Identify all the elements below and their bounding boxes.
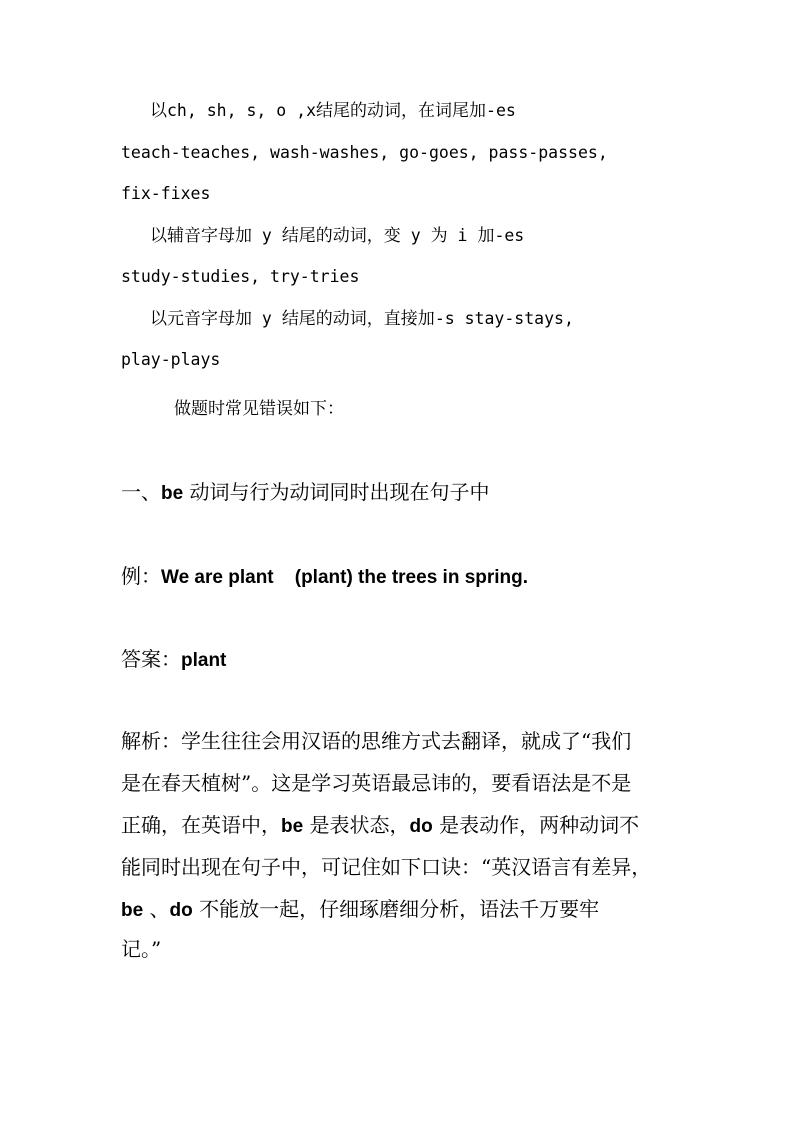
rule-2-i: i <box>447 226 478 245</box>
answer-value: plant <box>181 650 227 671</box>
rule-3-part-b: 结尾的动词，直接加 <box>281 309 435 329</box>
errors-heading: 做题时常见错误如下： <box>174 399 344 419</box>
rule-3-part-a: 以元音字母加 <box>150 309 252 329</box>
rule-2-suffix: -es <box>494 226 525 245</box>
rule-3-examples-line-2: play-plays <box>121 350 221 369</box>
answer-label: 答案： <box>121 647 181 671</box>
rule-2-part-d: 加 <box>477 226 495 246</box>
analysis-line-3-c: 是表动作，两种动词不 <box>432 813 640 837</box>
rule-2-y1: y <box>252 226 282 245</box>
section-1-title-rest: 动词与行为动词同时出现在句子中 <box>183 480 490 504</box>
analysis-line-5-do: do <box>169 900 193 921</box>
rule-1-letters: ch, sh, s, o ,x <box>167 101 317 120</box>
rule-2-line <box>150 224 524 248</box>
example-line <box>121 561 528 593</box>
analysis-line-3-do: do <box>409 816 433 837</box>
rule-2-part-b: 结尾的动词，变 <box>281 226 401 246</box>
analysis-line-2: 是在春天植树”。这是学习英语最忌讳的，要看语法是不是 <box>121 771 632 795</box>
rule-2-part-c: 为 <box>430 226 448 246</box>
analysis-line-3 <box>121 810 639 842</box>
analysis-line-1: 解析：学生往往会用汉语的思维方式去翻译，就成了“我们 <box>121 729 632 753</box>
rule-2-examples: study-studies, try-tries <box>121 267 360 286</box>
rule-3-y: y <box>252 309 282 328</box>
analysis-line-4: 能同时出现在句子中，可记住如下口诀：“英汉语言有差异， <box>121 855 652 879</box>
analysis-line-6: 记。” <box>121 937 162 961</box>
analysis-line-5-be: be <box>121 900 144 921</box>
rule-1-tail: 结尾的动词，在词尾加 <box>316 101 487 121</box>
rule-1-line <box>150 99 516 123</box>
section-1-be: be <box>161 483 184 504</box>
analysis-line-5-sep: 、 <box>143 897 170 921</box>
example-sentence: We are plant (plant) the trees in spring. <box>161 567 529 588</box>
analysis-line-3-a: 正确，在英语中， <box>121 813 281 837</box>
answer-line <box>121 644 226 676</box>
rule-2-y2: y <box>400 226 431 245</box>
analysis-line-3-b: 是表状态， <box>303 813 410 837</box>
analysis-line-3-be: be <box>281 816 304 837</box>
analysis-line-5 <box>121 894 599 926</box>
section-1-title <box>121 477 490 509</box>
section-1-number: 一、 <box>121 480 161 504</box>
rule-3-suffix-examples: -s stay-stays, <box>434 309 574 328</box>
rule-1-prefix: 以 <box>150 101 167 121</box>
example-label: 例： <box>121 564 161 588</box>
rule-1-suffix: -es <box>486 101 516 120</box>
rule-1-examples-line-1: teach-teaches, wash-washes, go-goes, pass-passes, <box>121 143 608 162</box>
analysis-line-5-rest: 不能放一起，仔细琢磨细分析，语法千万要牢 <box>192 897 600 921</box>
rule-1-examples-line-2: fix-fixes <box>121 184 211 203</box>
rule-3-line <box>150 307 574 331</box>
rule-2-part-a: 以辅音字母加 <box>150 226 252 246</box>
